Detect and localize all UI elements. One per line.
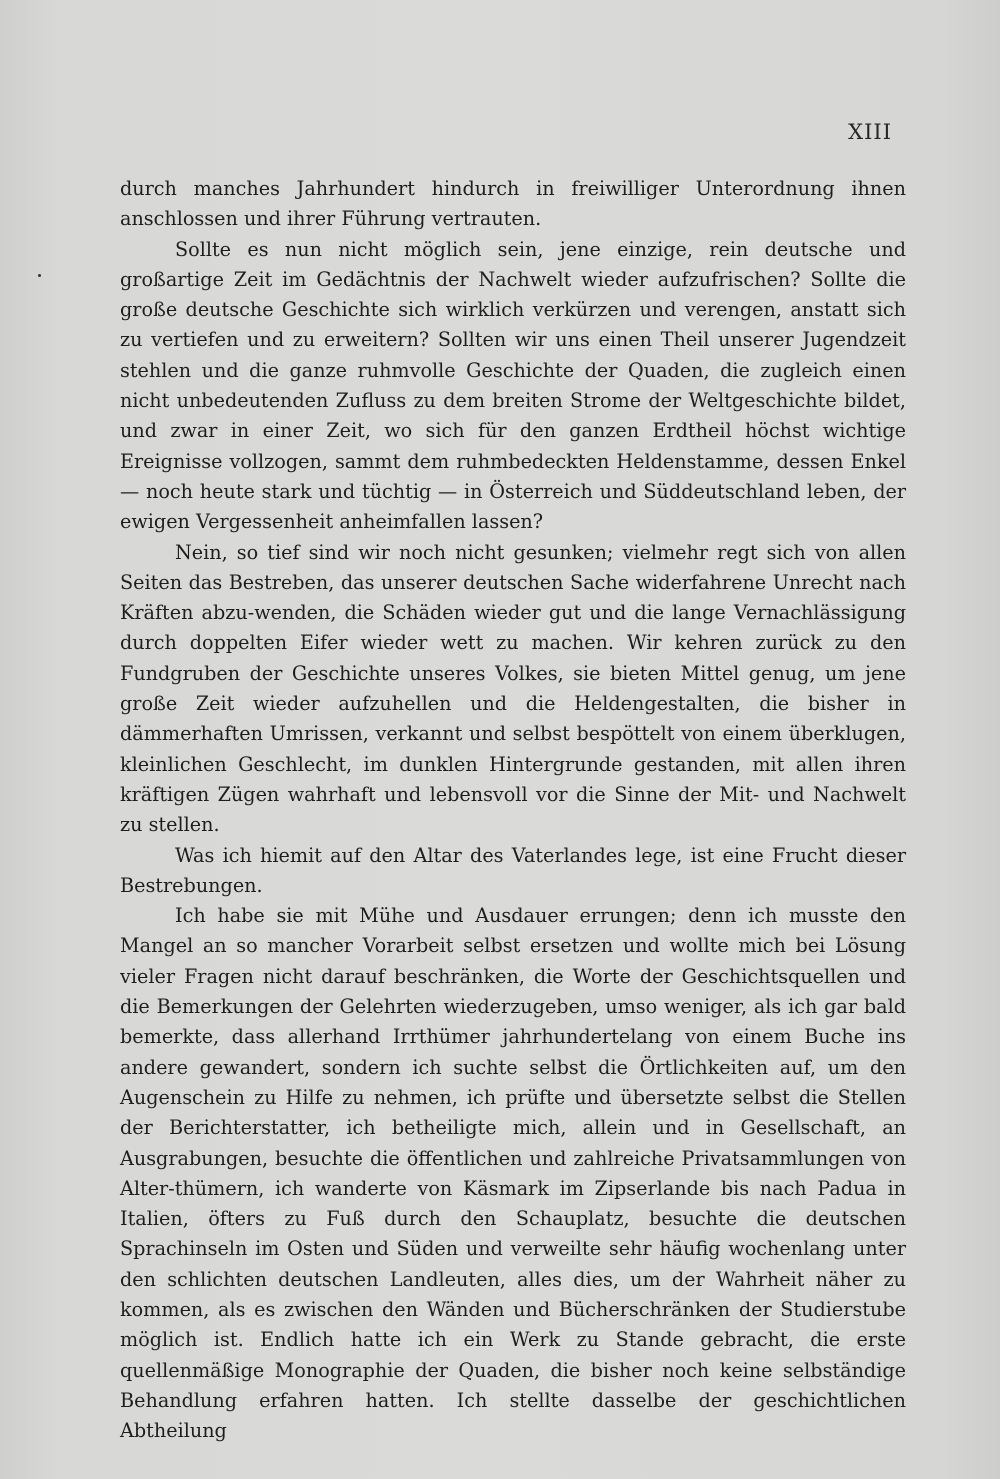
body-text — [120, 174, 906, 1446]
paragraph: Nein, so tief sind wir noch nicht gesunken; vielmehr regt sich von allen Seiten das Bestreben, das unserer deutschen Sache widerfahrene Unrecht nach Kräften abzu-wenden, die Schäden wieder gut und die lange Vernachlässigung durch doppelten Eifer wieder wett zu machen. Wir kehren zurück zu den Fundgruben der Geschichte unseres Volkes, sie bieten Mittel genug, um jene große Zeit wieder aufzuhellen und die Heldengestalten, die bisher in dämmerhaften Umrissen, verkannt und selbst bespöttelt von einem überklugen, kleinlichen Geschlecht, im dunklen Hintergrunde gestanden, mit allen ihren kräftigen Zügen wahrhaft und lebensvoll vor die Sinne der Mit- und Nachwelt zu stellen. — [120, 540, 906, 837]
paragraph: Was ich hiemit auf den Altar des Vaterlandes lege, ist eine Frucht dieser Bestrebungen. — [120, 843, 906, 897]
paragraph: Ich habe sie mit Mühe und Ausdauer errungen; denn ich musste den Mangel an so mancher Vorarbeit selbst ersetzen und wollte mich bei Lösung vieler Fragen nicht darauf beschränken, die Worte der Geschichtsquellen und die Bemerkungen der Gelehrten wiederzugeben, umso weniger, als ich gar bald bemerkte, dass allerhand Irrthümer jahrhundertelang von einem Buche ins andere gewandert, sondern ich suchte selbst die Örtlichkeiten auf, um den Augenschein zu Hilfe zu nehmen, ich prüfte und übersetzte selbst die Stellen der Berichterstatter, ich betheiligte mich, allein und in Gesellschaft, an Ausgrabungen, besuchte die öffentlichen und zahlreiche Privatsammlungen von Alter-thümern, ich wanderte von Käsmark im Zipserlande bis nach Padua in Italien, öfters zu Fuß durch den Schauplatz, besuchte die deutschen Sprachinseln im Osten und Süden und verweilte sehr häufig wochenlang unter den schlichten deutschen Landleuten, alles dies, um der Wahrheit näher zu kommen, als es zwischen den Wänden und Bücherschränken der Studierstube möglich ist. Endlich hatte ich ein Werk zu Stande gebracht, die erste quellenmäßige Monographie der Quaden, die bisher noch keine selbständige Behandlung erfahren hatten. Ich stellte dasselbe der geschichtlichen Abtheilung — [120, 904, 906, 1443]
page-number: XIII — [848, 120, 892, 144]
paragraph: Sollte es nun nicht möglich sein, jene einzige, rein deutsche und großartige Zeit im Gedächtnis der Nachwelt wieder aufzufrischen? Sollte die große deutsche Geschichte sich wirklich verkürzen und verengen, anstatt sich zu vertiefen und zu erweitern? Sollten wir uns einen Theil unserer Jugendzeit stehlen und die ganze ruhmvolle Geschichte der Quaden, die zugleich einen nicht unbedeutenden Zufluss zu dem breiten Strome der Weltgeschichte bildet, und zwar in einer Zeit, wo sich für den ganzen Erdtheil höchst wichtige Ereignisse vollzogen, sammt dem ruhmbedeckten Heldenstamme, dessen Enkel — noch heute stark und tüchtig — in Österreich und Süddeutschland leben, der ewigen Vergessenheit anheimfallen lassen? — [120, 237, 906, 534]
paragraph-continuation: durch manches Jahrhundert hindurch in freiwilliger Unterordnung ihnen anschlossen und ihrer Führung vertrauten. — [120, 177, 906, 231]
ink-speck — [38, 274, 41, 277]
